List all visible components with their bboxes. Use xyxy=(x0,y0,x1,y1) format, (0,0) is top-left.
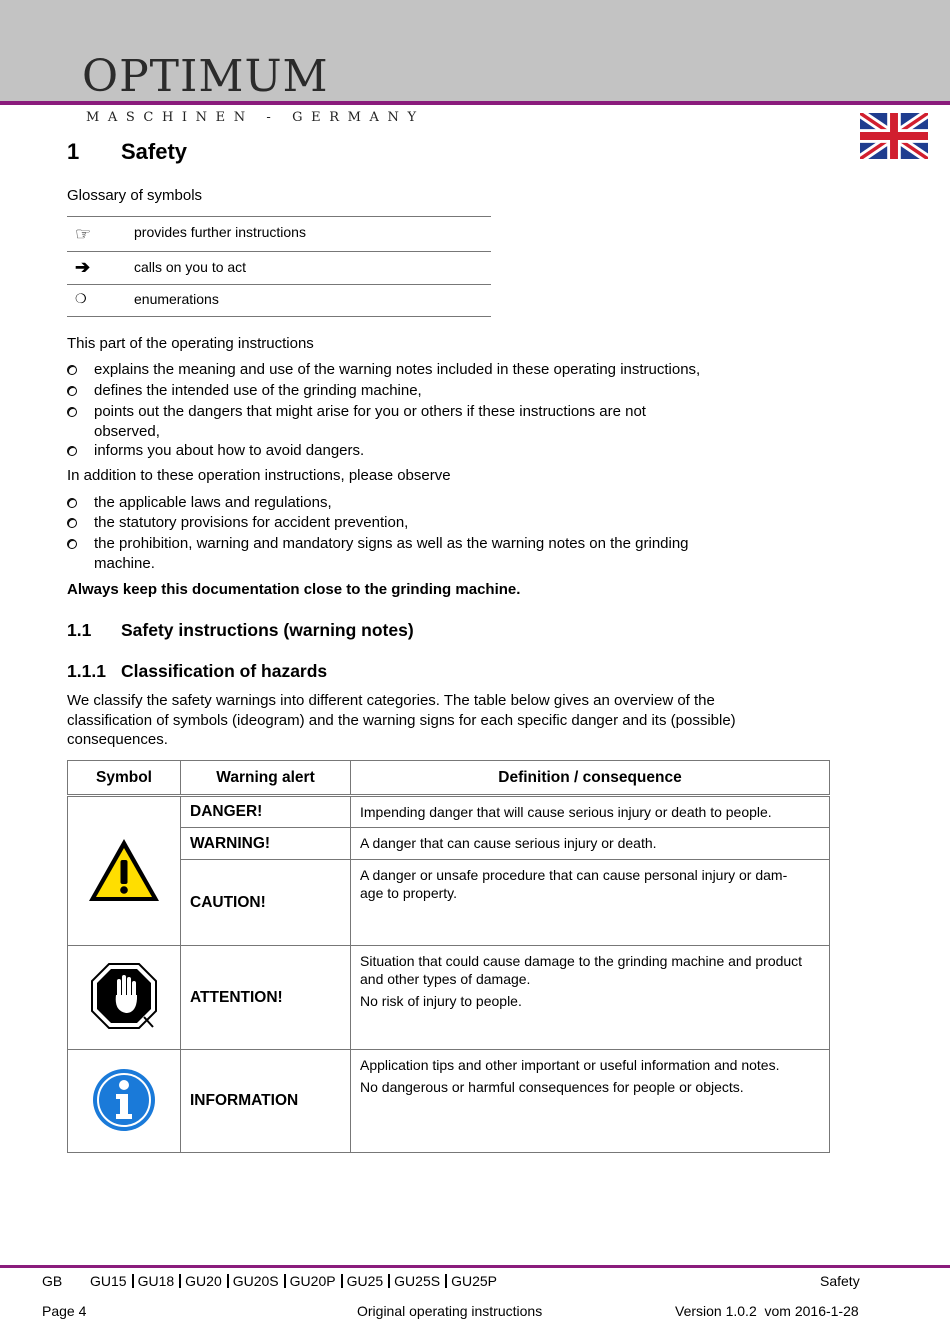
glossary-title: Glossary of symbols xyxy=(67,187,203,204)
list-item: points out the dangers that might arise for you or others if these instructions are not observed, xyxy=(67,402,707,441)
bullet-icon xyxy=(67,446,77,456)
column-header: Warning alert xyxy=(181,761,351,796)
bullet-icon xyxy=(67,386,77,396)
keep-note: Always keep this documentation close to the grinding machine. xyxy=(67,581,521,598)
definition-cell: Situation that could cause damage to the grinding machine and product and other types of damage. No risk of injury to people. xyxy=(351,946,830,1050)
model-label: GU20S xyxy=(232,1273,279,1289)
table-row xyxy=(68,860,830,946)
page-number: Page 4 xyxy=(42,1303,87,1319)
bullet-icon xyxy=(67,518,77,528)
model-label: GU25P xyxy=(451,1273,497,1289)
footer-version: Version 1.0.2 vom 2016-1-28 xyxy=(675,1303,859,1319)
symbol-cell xyxy=(68,946,181,1050)
glossary-row xyxy=(67,252,491,285)
list-item: the statutory provisions for accident prevention, xyxy=(67,513,757,533)
alert-label: ATTENTION! xyxy=(181,946,351,1050)
column-header: Definition / consequence xyxy=(351,761,830,796)
model-label: GU20P xyxy=(289,1273,336,1289)
table-row xyxy=(68,1050,830,1153)
symbol-cell xyxy=(68,796,181,946)
footer-models xyxy=(90,1273,497,1289)
glossary-row xyxy=(67,285,491,317)
bullet-icon xyxy=(67,498,77,508)
column-header: Symbol xyxy=(68,761,181,796)
list-item: informs you about how to avoid dangers. xyxy=(67,441,757,461)
alert-label: CAUTION! xyxy=(181,860,351,946)
model-label: GU25 xyxy=(346,1273,384,1289)
bullet-icon xyxy=(67,539,77,549)
glossary-text: enumerations xyxy=(134,291,219,307)
definition-cell: Application tips and other important or useful information and notes. No dangerous or harmful consequences for people or objects. xyxy=(351,1050,830,1153)
glossary-table xyxy=(67,216,491,317)
glossary-text: provides further instructions xyxy=(134,224,306,240)
bullet-icon xyxy=(67,365,77,375)
intro-lead: This part of the operating instructions xyxy=(67,335,314,352)
table-row xyxy=(68,828,830,860)
logo-tagline: MASCHINEN - GERMANY xyxy=(86,110,425,125)
definition-cell: A danger that can cause serious injury or death. xyxy=(351,828,830,860)
footer-rule xyxy=(0,1265,950,1268)
model-label: GU15 xyxy=(90,1273,127,1289)
section-title: 1 Safety xyxy=(67,139,188,164)
information-icon xyxy=(91,1067,157,1133)
symbol-cell xyxy=(68,1050,181,1153)
glossary-row xyxy=(67,217,491,252)
list-item: defines the intended use of the grinding machine, xyxy=(67,381,757,401)
definition-cell: Impending danger that will cause serious injury or death to people. xyxy=(351,796,830,828)
definition-cell: A danger or unsafe procedure that can cause personal injury or dam-age to property. xyxy=(351,860,830,946)
footer-doc-title: Original operating instructions xyxy=(357,1303,543,1319)
table-row xyxy=(68,946,830,1050)
uk-flag-icon xyxy=(860,113,928,159)
list-item: the prohibition, warning and mandatory signs as well as the warning notes on the grinding machine. xyxy=(67,534,747,573)
arrow-right-icon: ➔ xyxy=(75,257,91,277)
table-row xyxy=(68,796,830,828)
intro-lead-2: In addition to these operation instructions, please observe xyxy=(67,467,451,484)
alert-label: DANGER! xyxy=(181,796,351,828)
table-header-row xyxy=(68,761,830,796)
subsection-title: 1.1 Safety instructions (warning notes) xyxy=(67,620,414,640)
classify-text: We classify the safety warnings into different categories. The table below gives an overview of the classification of symbols (ideogram) and the warning signs for each specific danger and its (possible) consequences. xyxy=(67,692,736,748)
pointing-hand-icon: ☞ xyxy=(75,224,92,244)
subsubsection-title: 1.1.1 Classification of hazards xyxy=(67,661,328,681)
footer-section: Safety xyxy=(820,1273,860,1289)
optimum-logo: OPTIMUM xyxy=(82,51,329,102)
alert-label: INFORMATION xyxy=(181,1050,351,1153)
model-label: GU25S xyxy=(394,1273,441,1289)
hazard-table xyxy=(67,760,830,1153)
warning-triangle-icon xyxy=(86,836,162,904)
alert-label: WARNING! xyxy=(181,828,351,860)
bullet-circle-icon: ❍ xyxy=(75,291,87,306)
stop-hand-icon xyxy=(89,961,159,1031)
list-item: the applicable laws and regulations, xyxy=(67,493,757,513)
footer-language: GB xyxy=(42,1273,63,1289)
bullet-icon xyxy=(67,407,77,417)
model-label: GU20 xyxy=(185,1273,222,1289)
list-item: explains the meaning and use of the warning notes included in these operating instructions, xyxy=(67,360,757,380)
glossary-text: calls on you to act xyxy=(134,259,247,275)
model-label: GU18 xyxy=(137,1273,175,1289)
